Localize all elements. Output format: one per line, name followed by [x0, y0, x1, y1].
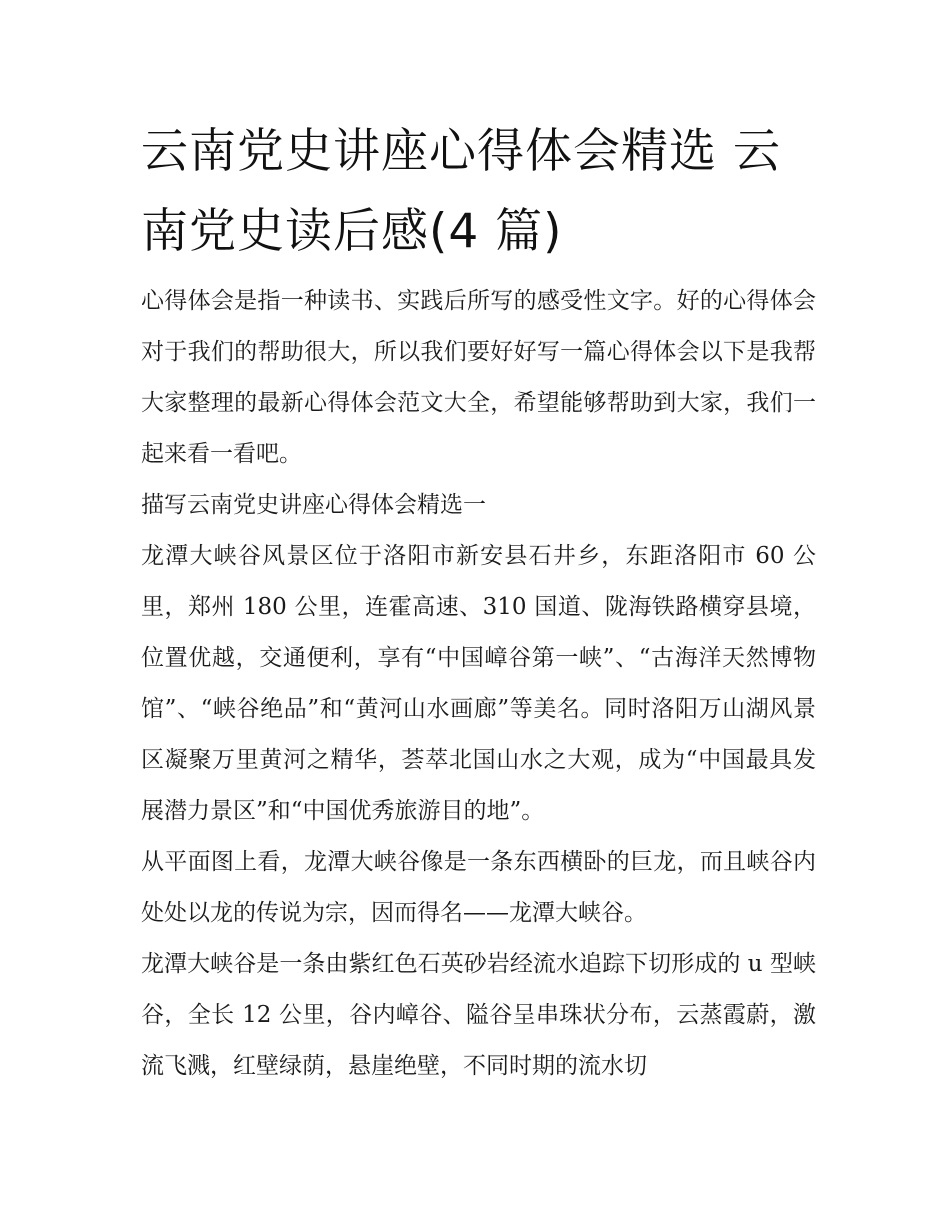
body-paragraph: 龙潭大峡谷风景区位于洛阳市新安县石井乡，东距洛阳市 60 公里，郑州 180 公里，连霍高速、310 国道、陇海铁路横穿县境，位置优越，交通便利，享有“中国嶂谷第一峡”、“古海洋天然博物馆”、“峡谷绝品”和“黄河山水画廊”等美名。同时洛阳万山湖风景区凝聚万里黄河之精华，荟萃北国山水之大观，成为“中国最具发展潜力景区”和“中国优秀旅游目的地”。	[141, 543, 816, 824]
document-page	[141, 112, 816, 1092]
intro-paragraph: 心得体会是指一种读书、实践后所写的感受性文字。好的心得体会对于我们的帮助很大，所以我们要好好写一篇心得体会以下是我帮大家整理的最新心得体会范文大全，希望能够帮助到大家，我们一起来看一看吧。	[141, 288, 816, 467]
body-paragraph: 从平面图上看，龙潭大峡谷像是一条东西横卧的巨龙，而且峡谷内处处以龙的传说为宗，因而得名——龙潭大峡谷。	[141, 849, 816, 926]
body-paragraph: 龙潭大峡谷是一条由紫红色石英砂岩经流水追踪下切形成的 u 型峡谷，全长 12 公里，谷内嶂谷、隘谷呈串珠状分布，云蒸霞蔚，激流飞溅，红壁绿荫，悬崖绝壁，不同时期的流水切	[141, 951, 816, 1079]
document-title: 云南党史讲座心得体会精选 云南党史读后感(4 篇)	[141, 124, 781, 259]
section-heading: 描写云南党史讲座心得体会精选一	[141, 492, 486, 518]
document-body	[141, 276, 816, 1092]
